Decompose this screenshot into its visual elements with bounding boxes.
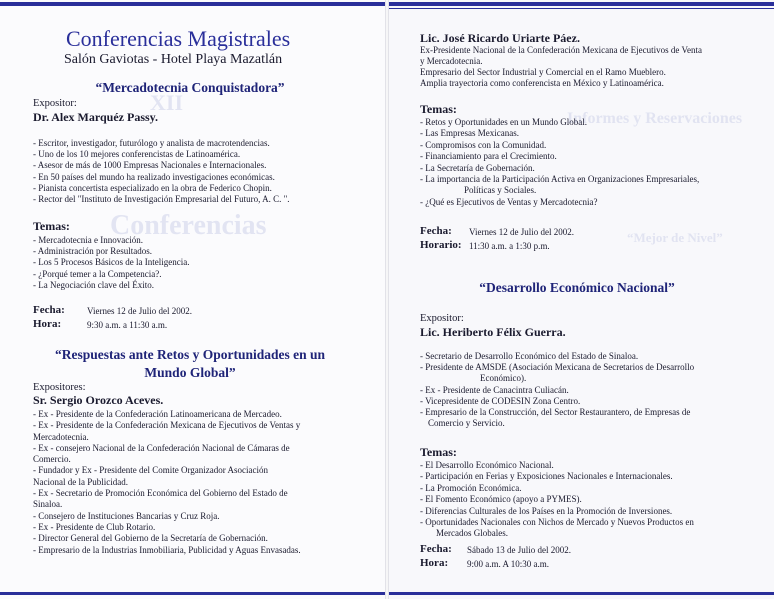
temas-list (33, 235, 189, 291)
speaker-name: Dr. Alex Marquéz Passy. (33, 110, 158, 124)
hora-label: Horario: (420, 239, 462, 251)
hora-label: Hora: (33, 318, 62, 330)
tema-item: - El Desarrollo Económico Nacional. (420, 460, 554, 470)
bio-item: - Rector del "Instituto de Investigación Empresarial del Futuro, A. C. ". (33, 194, 290, 205)
bio-item: y Mercadotecnia. (420, 56, 483, 66)
speaker-bio-list (33, 409, 301, 556)
tema-item: - La Promoción Económica. (420, 482, 522, 493)
speaker-bio-list (420, 351, 694, 429)
temas-list (420, 460, 694, 540)
bio-item: - Ex - consejero Nacional de la Confederación Nacional de Cámaras de (33, 442, 290, 453)
hora-value: 9:30 a.m. a 11:30 a.m. (87, 320, 168, 330)
bio-item: - Uno de los 10 mejores conferencistas de Latinoamérica. (33, 149, 241, 160)
bio-item: - Pianista concertista especializado en la obra de Federico Chopin. (33, 182, 272, 193)
talk-title-respuestas (30, 346, 350, 382)
tema-item: - Diferencias Culturales de los Países en la Promoción de Inversiones. (420, 505, 673, 516)
tema-item: - El Fomento Económico (apoyo a PYMES). (420, 494, 582, 505)
bio-item: - Ex - Presidente de la Confederación Latinoamericana de Mercadeo. (33, 409, 282, 419)
tema-item: - Las Empresas Mexicanas. (420, 128, 519, 139)
bio-item: - Empresario de la Industrias Inmobiliaria, Publicidad y Aguas Envasadas. (33, 544, 301, 555)
expositores-label: Expositores: (33, 382, 86, 393)
fecha-value: Viernes 12 de Julio del 2002. (87, 306, 192, 316)
temas-heading: Temas: (420, 102, 457, 116)
expositor-label: Expositor: (33, 98, 77, 109)
fecha-label: Fecha: (420, 543, 452, 555)
temas-heading: Temas: (420, 445, 457, 459)
bio-item: Comercio y Servicio. (428, 418, 505, 429)
bio-item: - Consejero de Instituciones Bancarias y Cruz Roja. (33, 510, 220, 521)
bio-item: - Ex - Presidente de Club Rotario. (33, 521, 156, 532)
top-rule-thin (387, 8, 774, 9)
bio-item: Económico). (480, 373, 527, 384)
tema-item: - Financiamiento para el Crecimiento. (420, 151, 557, 162)
hora-label: Hora: (420, 557, 449, 569)
tema-item: - Mercadotecnia e Innovación. (33, 235, 143, 245)
fecha-value: Sábado 13 de Julio del 2002. (467, 545, 571, 555)
temas-heading: Temas: (33, 219, 70, 233)
bottom-rule (0, 592, 387, 595)
tema-item: - Retos y Oportunidades en un Mundo Global. (420, 117, 587, 127)
bio-item: - Escritor, investigador, futurólogo y analista de macrotendencias. (33, 138, 270, 148)
tema-item: - ¿Qué es Ejecutivos de Ventas y Mercadotecnia? (420, 196, 598, 207)
right-page (387, 0, 774, 599)
fecha-label: Fecha: (33, 304, 65, 316)
tema-item: - Compromisos con la Comunidad. (420, 139, 547, 150)
tema-item: - ¿Porqué temer a la Competencia?. (33, 268, 162, 279)
bio-item: - Fundador y Ex - Presidente del Comite Organizador Asociación (33, 465, 269, 476)
talk-title-line: Mundo Global” (144, 365, 236, 380)
tema-item: Mercados Globales. (436, 528, 508, 539)
bio-item: - Vicepresidente de CODESIN Zona Centro. (420, 395, 581, 406)
watermark-decoration: XII (150, 90, 184, 115)
fecha-value: Viernes 12 de Julio del 2002. (469, 227, 574, 237)
tema-item: - Administración por Resultados. (33, 246, 152, 257)
bio-item: Mercadotecnia. (33, 431, 89, 442)
bio-item: - Director General del Gobierno de la Secretaría de Gobernación. (33, 533, 268, 544)
tema-item: - Participación en Ferias y Exposiciones Nacionales e Internacionales. (420, 471, 673, 482)
bio-item: Comercio. (33, 454, 71, 465)
bio-item: - En 50 países del mundo ha realizado investigaciones económicas. (33, 171, 275, 182)
top-rule (0, 2, 387, 6)
tema-item: - La Secretaría de Gobernación. (420, 162, 535, 173)
bio-item: - Ex - Secretario de Promoción Económica del Gobierno del Estado de (33, 488, 288, 499)
expositor-label: Expositor: (420, 313, 464, 324)
tema-item: - Oportunidades Nacionales con Nichos de Mercado y Nuevos Productos en (420, 517, 694, 528)
bio-item: - Ex - Presidente de Canacintra Culiacán. (420, 384, 569, 395)
center-fold (385, 0, 389, 599)
bio-item: Sinaloa. (33, 499, 63, 510)
bio-item: - Ex - Presidente de la Confederación Mexicana de Ejecutivos de Ventas y (33, 420, 301, 431)
speaker-bio-list (33, 138, 290, 205)
speaker-name: Lic. José Ricardo Uriarte Páez. (420, 31, 580, 45)
hora-value: 9:00 a.m. A 10:30 a.m. (467, 559, 549, 569)
tema-item: - Los 5 Procesos Básicos de la Inteligencia. (33, 257, 190, 268)
speaker-name: Lic. Heriberto Félix Guerra. (420, 325, 566, 339)
temas-list (420, 117, 699, 208)
talk-title-mercadotecnia: “Mercadotecnia Conquistadora” (95, 80, 285, 95)
watermark-decoration: Informes y Reservaciones (567, 110, 743, 127)
tema-item: - La importancia de la Participación Activa en Organizaciones Empresariales, (420, 174, 700, 185)
top-rule (387, 2, 774, 6)
bio-item: - Empresario de la Construcción, del Sector Restaurantero, de Empresas de (420, 407, 691, 418)
watermark-decoration: Conferencias (110, 210, 267, 241)
bio-item: - Secretario de Desarrollo Económico del Estado de Sinaloa. (420, 351, 639, 361)
watermark-decoration: “Mejor de Nivel” (627, 230, 723, 245)
tema-item: Políticas y Sociales. (464, 185, 537, 196)
fecha-label: Fecha: (420, 225, 452, 237)
hora-value: 11:30 a.m. a 1:30 p.m. (469, 241, 550, 251)
speaker-bio-list (420, 45, 702, 89)
bio-item: Ex-Presidente Nacional de la Confederación Mexicana de Ejecutivos de Venta (420, 45, 702, 55)
venue-subtitle: Salón Gaviotas - Hotel Playa Mazatlán (64, 52, 283, 67)
talk-title-line: “Respuestas ante Retos y Oportunidades en un (54, 347, 326, 362)
speaker-name: Sr. Sergio Orozco Aceves. (33, 393, 164, 407)
bio-item: Nacional de la Publicidad. (33, 476, 128, 487)
bottom-rule (387, 592, 774, 595)
bio-item: Empresario del Sector Industrial y Comercial en el Ramo Mueblero. (420, 67, 666, 77)
bio-item: Amplia trayectoria como conferencista en México y Latinoamérica. (420, 78, 664, 88)
bio-item: - Presidente de AMSDE (Asociación Mexicana de Secretarios de Desarrollo (420, 362, 695, 373)
tema-item: - La Negociación clave del Éxito. (33, 279, 154, 290)
page-title: Conferencias Magistrales (66, 26, 291, 51)
bio-item: - Asesor de más de 1000 Empresas Nacionales e Internacionales. (33, 160, 267, 171)
talk-title-desarrollo: “Desarrollo Económico Nacional” (479, 280, 675, 295)
